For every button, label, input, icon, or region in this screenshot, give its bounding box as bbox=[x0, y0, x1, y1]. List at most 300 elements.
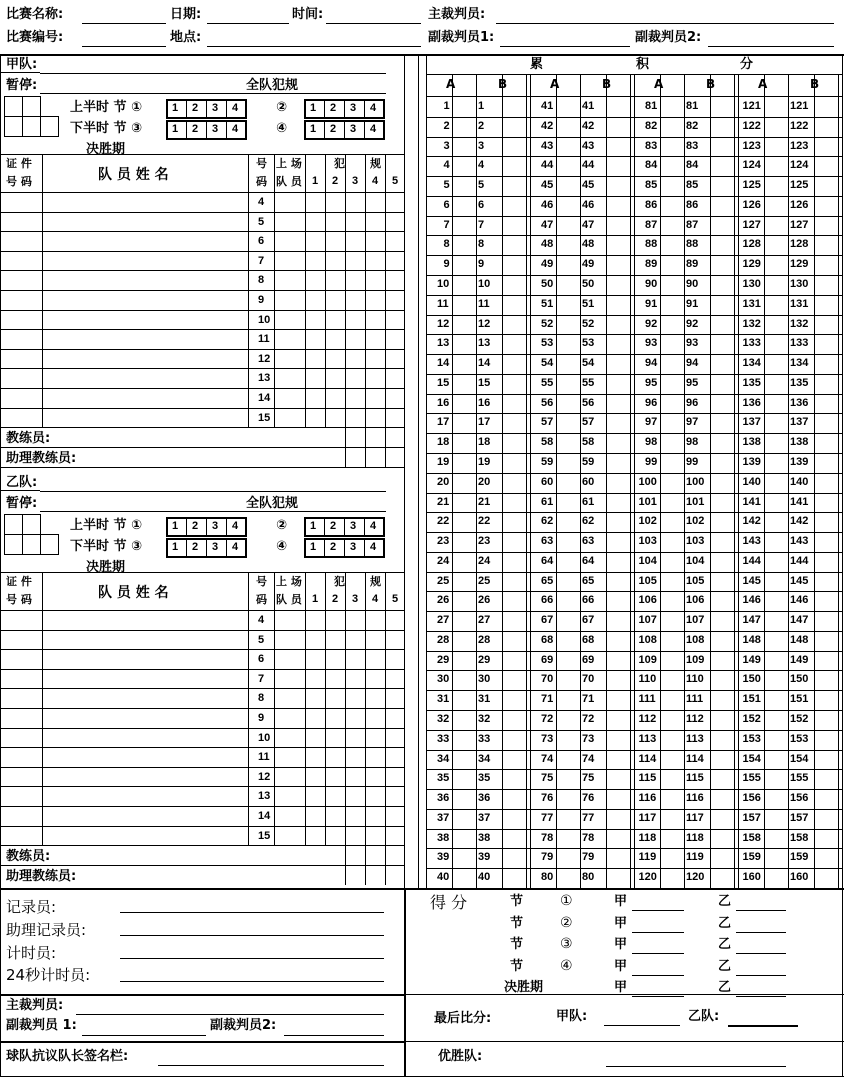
coach-field[interactable] bbox=[60, 847, 340, 863]
running-b-value[interactable]: 150 bbox=[790, 673, 809, 686]
running-b-value[interactable]: 18 bbox=[478, 436, 491, 449]
running-b-value[interactable]: 157 bbox=[790, 811, 809, 824]
running-b-value[interactable]: 76 bbox=[582, 792, 595, 805]
running-b-value[interactable]: 125 bbox=[790, 179, 809, 192]
running-b-value[interactable]: 82 bbox=[686, 119, 699, 132]
running-b-value[interactable]: 100 bbox=[686, 475, 705, 488]
running-b-value[interactable]: 12 bbox=[478, 317, 491, 330]
running-b-value[interactable]: 93 bbox=[686, 337, 699, 350]
player-name-cell[interactable] bbox=[42, 649, 248, 669]
quarter-foul-cell[interactable]: 1 bbox=[310, 541, 317, 553]
running-a-value[interactable]: 57 bbox=[541, 416, 554, 429]
running-a-value[interactable]: 145 bbox=[742, 574, 761, 587]
running-a-value[interactable]: 24 bbox=[437, 554, 450, 567]
running-b-value[interactable]: 88 bbox=[686, 238, 699, 251]
running-b-value[interactable]: 54 bbox=[582, 357, 595, 370]
running-b-value[interactable]: 43 bbox=[582, 139, 595, 152]
player-name-cell[interactable] bbox=[42, 192, 248, 212]
running-a-value[interactable]: 4 bbox=[443, 159, 450, 172]
running-a-value[interactable]: 72 bbox=[541, 713, 554, 726]
running-b-value[interactable]: 53 bbox=[582, 337, 595, 350]
quarter-foul-cell[interactable]: 3 bbox=[350, 123, 357, 135]
running-a-value[interactable]: 132 bbox=[742, 317, 761, 330]
timeout-box[interactable] bbox=[4, 116, 23, 137]
running-a-value[interactable]: 29 bbox=[437, 653, 450, 666]
running-b-value[interactable]: 105 bbox=[686, 574, 705, 587]
running-a-value[interactable]: 98 bbox=[645, 436, 658, 449]
running-b-value[interactable]: 3 bbox=[478, 139, 485, 152]
running-b-value[interactable]: 48 bbox=[582, 238, 595, 251]
running-a-value[interactable]: 80 bbox=[541, 871, 554, 884]
running-b-value[interactable]: 39 bbox=[478, 851, 491, 864]
quarter-foul-cell[interactable]: 4 bbox=[370, 541, 377, 553]
running-b-value[interactable]: 46 bbox=[582, 198, 595, 211]
running-b-value[interactable]: 27 bbox=[478, 614, 491, 627]
player-name-cell[interactable] bbox=[42, 826, 248, 846]
running-b-value[interactable]: 131 bbox=[790, 297, 809, 310]
running-b-value[interactable]: 104 bbox=[686, 554, 705, 567]
running-b-value[interactable]: 4 bbox=[478, 159, 485, 172]
running-b-value[interactable]: 109 bbox=[686, 653, 705, 666]
running-a-value[interactable]: 88 bbox=[645, 238, 658, 251]
running-b-value[interactable]: 57 bbox=[582, 416, 595, 429]
running-b-value[interactable]: 122 bbox=[790, 119, 809, 132]
running-a-value[interactable]: 141 bbox=[742, 495, 761, 508]
running-a-value[interactable]: 152 bbox=[742, 713, 761, 726]
running-b-value[interactable]: 147 bbox=[790, 614, 809, 627]
running-a-value[interactable]: 73 bbox=[541, 732, 554, 745]
running-a-value[interactable]: 104 bbox=[638, 554, 657, 567]
player-name-cell[interactable] bbox=[42, 786, 248, 806]
quarter-foul-cell[interactable]: 3 bbox=[212, 520, 219, 532]
running-a-value[interactable]: 33 bbox=[437, 732, 450, 745]
assistant-coach-field[interactable] bbox=[90, 449, 340, 465]
running-b-value[interactable]: 84 bbox=[686, 159, 699, 172]
running-b-value[interactable]: 133 bbox=[790, 337, 809, 350]
running-a-value[interactable]: 91 bbox=[645, 297, 658, 310]
running-b-value[interactable]: 67 bbox=[582, 614, 595, 627]
running-b-value[interactable]: 45 bbox=[582, 179, 595, 192]
quarter-foul-cell[interactable]: 2 bbox=[330, 123, 337, 135]
running-b-value[interactable]: 154 bbox=[790, 752, 809, 765]
running-a-value[interactable]: 118 bbox=[638, 831, 657, 844]
quarter-foul-cell[interactable]: 4 bbox=[370, 123, 377, 135]
running-b-value[interactable]: 31 bbox=[478, 693, 491, 706]
running-b-value[interactable]: 149 bbox=[790, 653, 809, 666]
running-a-value[interactable]: 34 bbox=[437, 752, 450, 765]
running-b-value[interactable]: 75 bbox=[582, 772, 595, 785]
running-b-value[interactable]: 126 bbox=[790, 198, 809, 211]
running-b-value[interactable]: 32 bbox=[478, 713, 491, 726]
running-a-value[interactable]: 137 bbox=[742, 416, 761, 429]
referee-sign-field[interactable] bbox=[76, 1014, 384, 1015]
running-b-value[interactable]: 152 bbox=[790, 713, 809, 726]
running-a-value[interactable]: 20 bbox=[437, 475, 450, 488]
running-b-value[interactable]: 13 bbox=[478, 337, 491, 350]
running-b-value[interactable]: 87 bbox=[686, 218, 699, 231]
running-b-value[interactable]: 140 bbox=[790, 475, 809, 488]
umpire2-field[interactable] bbox=[708, 46, 834, 47]
running-b-value[interactable]: 44 bbox=[582, 159, 595, 172]
running-b-value[interactable]: 94 bbox=[686, 357, 699, 370]
running-b-value[interactable]: 14 bbox=[478, 357, 491, 370]
quarter-foul-cell[interactable]: 2 bbox=[330, 541, 337, 553]
running-b-value[interactable]: 136 bbox=[790, 396, 809, 409]
running-a-value[interactable]: 95 bbox=[645, 376, 658, 389]
running-a-value[interactable]: 105 bbox=[638, 574, 657, 587]
period-a-field[interactable] bbox=[632, 996, 684, 997]
referee-field[interactable] bbox=[496, 23, 834, 24]
running-b-value[interactable]: 58 bbox=[582, 436, 595, 449]
running-b-value[interactable]: 69 bbox=[582, 653, 595, 666]
timeout-box[interactable] bbox=[22, 116, 41, 137]
quarter-foul-cell[interactable]: 4 bbox=[232, 123, 239, 135]
running-a-value[interactable]: 63 bbox=[541, 535, 554, 548]
running-a-value[interactable]: 25 bbox=[437, 574, 450, 587]
running-a-value[interactable]: 119 bbox=[638, 851, 657, 864]
running-a-value[interactable]: 129 bbox=[742, 258, 761, 271]
running-b-value[interactable]: 138 bbox=[790, 436, 809, 449]
running-a-value[interactable]: 43 bbox=[541, 139, 554, 152]
running-a-value[interactable]: 49 bbox=[541, 258, 554, 271]
running-b-value[interactable]: 33 bbox=[478, 732, 491, 745]
running-a-value[interactable]: 27 bbox=[437, 614, 450, 627]
quarter-foul-cell[interactable]: 2 bbox=[192, 123, 199, 135]
running-b-value[interactable]: 79 bbox=[582, 851, 595, 864]
running-b-value[interactable]: 128 bbox=[790, 238, 809, 251]
date-field[interactable] bbox=[207, 23, 289, 24]
running-b-value[interactable]: 21 bbox=[478, 495, 491, 508]
running-b-value[interactable]: 56 bbox=[582, 396, 595, 409]
umpire1-field[interactable] bbox=[500, 46, 630, 47]
running-a-value[interactable]: 26 bbox=[437, 594, 450, 607]
running-a-value[interactable]: 135 bbox=[742, 376, 761, 389]
running-b-value[interactable]: 17 bbox=[478, 416, 491, 429]
running-a-value[interactable]: 78 bbox=[541, 831, 554, 844]
running-b-value[interactable]: 124 bbox=[790, 159, 809, 172]
player-name-cell[interactable] bbox=[42, 251, 248, 271]
running-b-value[interactable]: 112 bbox=[686, 713, 704, 726]
running-a-value[interactable]: 18 bbox=[437, 436, 450, 449]
running-a-value[interactable]: 48 bbox=[541, 238, 554, 251]
running-a-value[interactable]: 140 bbox=[742, 475, 761, 488]
running-a-value[interactable]: 111 bbox=[638, 693, 656, 706]
player-name-cell[interactable] bbox=[42, 408, 248, 428]
venue-field[interactable] bbox=[207, 46, 421, 47]
running-b-value[interactable]: 36 bbox=[478, 792, 491, 805]
running-b-value[interactable]: 24 bbox=[478, 554, 491, 567]
running-a-value[interactable]: 14 bbox=[437, 357, 450, 370]
running-a-value[interactable]: 28 bbox=[437, 633, 450, 646]
running-b-value[interactable]: 5 bbox=[478, 179, 485, 192]
umpire2-sign-field[interactable] bbox=[284, 1035, 384, 1036]
period-a-field[interactable] bbox=[632, 975, 684, 976]
running-a-value[interactable]: 102 bbox=[638, 515, 657, 528]
timeout-box[interactable] bbox=[4, 514, 23, 535]
running-a-value[interactable]: 86 bbox=[645, 198, 658, 211]
running-b-value[interactable]: 8 bbox=[478, 238, 485, 251]
running-a-value[interactable]: 134 bbox=[742, 357, 761, 370]
running-b-value[interactable]: 52 bbox=[582, 317, 595, 330]
running-b-value[interactable]: 107 bbox=[686, 614, 705, 627]
running-a-value[interactable]: 41 bbox=[541, 100, 554, 112]
running-a-value[interactable]: 45 bbox=[541, 179, 554, 192]
running-a-value[interactable]: 123 bbox=[742, 139, 761, 152]
running-b-value[interactable]: 129 bbox=[790, 258, 809, 271]
player-name-cell[interactable] bbox=[42, 747, 248, 767]
quarter-foul-cell[interactable]: 4 bbox=[232, 102, 239, 114]
running-a-value[interactable]: 55 bbox=[541, 376, 554, 389]
running-b-value[interactable]: 81 bbox=[686, 100, 699, 112]
player-name-cell[interactable] bbox=[42, 610, 248, 630]
running-a-value[interactable]: 120 bbox=[638, 871, 657, 884]
running-b-value[interactable]: 148 bbox=[790, 633, 809, 646]
running-a-value[interactable]: 82 bbox=[645, 119, 658, 132]
running-b-value[interactable]: 38 bbox=[478, 831, 491, 844]
running-a-value[interactable]: 90 bbox=[645, 277, 658, 290]
running-b-value[interactable]: 25 bbox=[478, 574, 491, 587]
running-a-value[interactable]: 154 bbox=[742, 752, 761, 765]
running-b-value[interactable]: 118 bbox=[686, 831, 704, 844]
quarter-foul-cell[interactable]: 1 bbox=[310, 102, 317, 114]
running-a-value[interactable]: 58 bbox=[541, 436, 554, 449]
player-name-cell[interactable] bbox=[42, 688, 248, 708]
running-b-value[interactable]: 97 bbox=[686, 416, 699, 429]
quarter-foul-cell[interactable]: 3 bbox=[212, 102, 219, 114]
running-b-value[interactable]: 10 bbox=[478, 277, 491, 290]
running-a-value[interactable]: 12 bbox=[437, 317, 450, 330]
running-a-value[interactable]: 159 bbox=[742, 851, 761, 864]
player-name-cell[interactable] bbox=[42, 349, 248, 369]
running-a-value[interactable]: 69 bbox=[541, 653, 554, 666]
running-a-value[interactable]: 62 bbox=[541, 515, 554, 528]
running-b-value[interactable]: 113 bbox=[686, 732, 704, 745]
running-a-value[interactable]: 89 bbox=[645, 258, 658, 271]
running-b-value[interactable]: 41 bbox=[582, 100, 595, 112]
running-b-value[interactable]: 98 bbox=[686, 436, 699, 449]
quarter-foul-cell[interactable]: 2 bbox=[192, 102, 199, 114]
period-a-field[interactable] bbox=[632, 932, 684, 933]
quarter-foul-cell[interactable]: 3 bbox=[212, 123, 219, 135]
running-a-value[interactable]: 125 bbox=[742, 179, 761, 192]
running-b-value[interactable]: 89 bbox=[686, 258, 699, 271]
running-b-value[interactable]: 15 bbox=[478, 376, 491, 389]
match-no-field[interactable] bbox=[82, 46, 166, 47]
player-name-cell[interactable] bbox=[42, 669, 248, 689]
running-b-value[interactable]: 49 bbox=[582, 258, 595, 271]
running-a-value[interactable]: 70 bbox=[541, 673, 554, 686]
winner-field[interactable] bbox=[606, 1066, 786, 1067]
running-a-value[interactable]: 149 bbox=[742, 653, 761, 666]
running-a-value[interactable]: 61 bbox=[541, 495, 554, 508]
running-a-value[interactable]: 128 bbox=[742, 238, 761, 251]
quarter-foul-cell[interactable]: 2 bbox=[330, 102, 337, 114]
running-a-value[interactable]: 40 bbox=[437, 871, 450, 884]
running-a-value[interactable]: 66 bbox=[541, 594, 554, 607]
running-a-value[interactable]: 126 bbox=[742, 198, 761, 211]
timer-field[interactable] bbox=[120, 958, 384, 959]
running-b-value[interactable]: 1 bbox=[478, 100, 485, 112]
running-b-value[interactable]: 34 bbox=[478, 752, 491, 765]
running-a-value[interactable]: 53 bbox=[541, 337, 554, 350]
running-b-value[interactable]: 130 bbox=[790, 277, 809, 290]
quarter-foul-cell[interactable]: 4 bbox=[232, 520, 239, 532]
running-b-value[interactable]: 7 bbox=[478, 218, 485, 231]
running-a-value[interactable]: 21 bbox=[437, 495, 450, 508]
asst-scorer-field[interactable] bbox=[120, 935, 384, 936]
period-b-field[interactable] bbox=[736, 953, 786, 954]
quarter-foul-cell[interactable]: 2 bbox=[192, 541, 199, 553]
running-a-value[interactable]: 79 bbox=[541, 851, 554, 864]
running-b-value[interactable]: 37 bbox=[478, 811, 491, 824]
running-b-value[interactable]: 22 bbox=[478, 515, 491, 528]
player-name-cell[interactable] bbox=[42, 806, 248, 826]
quarter-foul-cell[interactable]: 4 bbox=[232, 541, 239, 553]
period-b-field[interactable] bbox=[736, 996, 786, 997]
running-b-value[interactable]: 158 bbox=[790, 831, 809, 844]
player-name-cell[interactable] bbox=[42, 728, 248, 748]
quarter-foul-cell[interactable]: 3 bbox=[350, 520, 357, 532]
running-b-value[interactable]: 134 bbox=[790, 357, 809, 370]
running-a-value[interactable]: 3 bbox=[443, 139, 450, 152]
running-b-value[interactable]: 77 bbox=[582, 811, 595, 824]
running-b-value[interactable]: 139 bbox=[790, 455, 809, 468]
running-a-value[interactable]: 146 bbox=[742, 594, 761, 607]
running-b-value[interactable]: 156 bbox=[790, 792, 809, 805]
running-b-value[interactable]: 20 bbox=[478, 475, 491, 488]
running-b-value[interactable]: 70 bbox=[582, 673, 595, 686]
running-b-value[interactable]: 47 bbox=[582, 218, 595, 231]
running-a-value[interactable]: 75 bbox=[541, 772, 554, 785]
running-b-value[interactable]: 42 bbox=[582, 119, 595, 132]
running-b-value[interactable]: 11 bbox=[478, 297, 490, 310]
quarter-foul-cell[interactable]: 3 bbox=[350, 541, 357, 553]
running-a-value[interactable]: 130 bbox=[742, 277, 761, 290]
running-a-value[interactable]: 81 bbox=[645, 100, 658, 112]
running-a-value[interactable]: 157 bbox=[742, 811, 761, 824]
running-b-value[interactable]: 26 bbox=[478, 594, 491, 607]
running-b-value[interactable]: 30 bbox=[478, 673, 491, 686]
running-a-value[interactable]: 121 bbox=[742, 100, 761, 112]
running-b-value[interactable]: 114 bbox=[686, 752, 704, 765]
running-a-value[interactable]: 153 bbox=[742, 732, 761, 745]
running-b-value[interactable]: 29 bbox=[478, 653, 491, 666]
running-a-value[interactable]: 138 bbox=[742, 436, 761, 449]
running-b-value[interactable]: 91 bbox=[686, 297, 699, 310]
running-b-value[interactable]: 144 bbox=[790, 554, 809, 567]
running-a-value[interactable]: 38 bbox=[437, 831, 450, 844]
running-a-value[interactable]: 151 bbox=[742, 693, 761, 706]
timeout-box[interactable] bbox=[22, 96, 41, 117]
running-b-value[interactable]: 83 bbox=[686, 139, 699, 152]
running-a-value[interactable]: 114 bbox=[638, 752, 657, 765]
running-b-value[interactable]: 120 bbox=[686, 871, 705, 884]
running-b-value[interactable]: 66 bbox=[582, 594, 595, 607]
player-name-cell[interactable] bbox=[42, 212, 248, 232]
running-b-value[interactable]: 51 bbox=[582, 297, 595, 310]
running-b-value[interactable]: 78 bbox=[582, 831, 595, 844]
running-a-value[interactable]: 97 bbox=[645, 416, 658, 429]
timeout-box[interactable] bbox=[22, 514, 41, 535]
running-a-value[interactable]: 52 bbox=[541, 317, 554, 330]
player-name-cell[interactable] bbox=[42, 388, 248, 408]
running-b-value[interactable]: 6 bbox=[478, 198, 485, 211]
running-a-value[interactable]: 156 bbox=[742, 792, 761, 805]
running-a-value[interactable]: 143 bbox=[742, 535, 761, 548]
quarter-foul-cell[interactable]: 1 bbox=[172, 102, 179, 114]
running-b-value[interactable]: 110 bbox=[686, 673, 704, 686]
running-a-value[interactable]: 136 bbox=[742, 396, 761, 409]
running-a-value[interactable]: 22 bbox=[437, 515, 450, 528]
running-b-value[interactable]: 108 bbox=[686, 633, 705, 646]
running-b-value[interactable]: 153 bbox=[790, 732, 809, 745]
running-b-value[interactable]: 35 bbox=[478, 772, 491, 785]
running-a-value[interactable]: 56 bbox=[541, 396, 554, 409]
running-b-value[interactable]: 135 bbox=[790, 376, 809, 389]
running-b-value[interactable]: 59 bbox=[582, 455, 595, 468]
running-a-value[interactable]: 155 bbox=[742, 772, 761, 785]
player-name-cell[interactable] bbox=[42, 767, 248, 787]
player-name-cell[interactable] bbox=[42, 310, 248, 330]
running-a-value[interactable]: 116 bbox=[638, 792, 657, 805]
running-b-value[interactable]: 116 bbox=[686, 792, 704, 805]
running-a-value[interactable]: 47 bbox=[541, 218, 554, 231]
running-a-value[interactable]: 99 bbox=[645, 455, 658, 468]
running-a-value[interactable]: 68 bbox=[541, 633, 554, 646]
running-a-value[interactable]: 8 bbox=[443, 238, 450, 251]
umpire1-sign-field[interactable] bbox=[82, 1035, 206, 1036]
running-b-value[interactable]: 80 bbox=[582, 871, 595, 884]
running-b-value[interactable]: 160 bbox=[790, 871, 809, 884]
time-field[interactable] bbox=[326, 23, 421, 24]
player-name-cell[interactable] bbox=[42, 630, 248, 650]
running-b-value[interactable]: 115 bbox=[686, 772, 704, 785]
running-a-value[interactable]: 122 bbox=[742, 119, 761, 132]
player-name-cell[interactable] bbox=[42, 270, 248, 290]
running-b-value[interactable]: 137 bbox=[790, 416, 809, 429]
running-b-value[interactable]: 155 bbox=[790, 772, 809, 785]
running-a-value[interactable]: 103 bbox=[638, 535, 657, 548]
running-a-value[interactable]: 112 bbox=[638, 713, 657, 726]
running-b-value[interactable]: 121 bbox=[790, 100, 809, 112]
running-b-value[interactable]: 101 bbox=[686, 495, 705, 508]
running-a-value[interactable]: 1 bbox=[443, 100, 450, 112]
running-a-value[interactable]: 13 bbox=[437, 337, 450, 350]
running-b-value[interactable]: 62 bbox=[582, 515, 595, 528]
running-a-value[interactable]: 7 bbox=[443, 218, 450, 231]
running-a-value[interactable]: 23 bbox=[437, 535, 450, 548]
running-a-value[interactable]: 64 bbox=[541, 554, 554, 567]
running-b-value[interactable]: 68 bbox=[582, 633, 595, 646]
running-b-value[interactable]: 2 bbox=[478, 119, 485, 132]
running-b-value[interactable]: 63 bbox=[582, 535, 595, 548]
quarter-foul-cell[interactable]: 4 bbox=[370, 102, 377, 114]
quarter-foul-cell[interactable]: 1 bbox=[172, 123, 179, 135]
running-a-value[interactable]: 11 bbox=[437, 297, 449, 310]
running-a-value[interactable]: 127 bbox=[742, 218, 761, 231]
quarter-foul-cell[interactable]: 1 bbox=[172, 541, 179, 553]
period-a-field[interactable] bbox=[632, 910, 684, 911]
player-name-cell[interactable] bbox=[42, 231, 248, 251]
running-b-value[interactable]: 127 bbox=[790, 218, 809, 231]
running-a-value[interactable]: 46 bbox=[541, 198, 554, 211]
player-name-cell[interactable] bbox=[42, 290, 248, 310]
quarter-foul-cell[interactable]: 1 bbox=[310, 520, 317, 532]
running-a-value[interactable]: 60 bbox=[541, 475, 554, 488]
running-b-value[interactable]: 95 bbox=[686, 376, 699, 389]
timeout-box[interactable] bbox=[4, 534, 23, 555]
running-b-value[interactable]: 50 bbox=[582, 277, 595, 290]
